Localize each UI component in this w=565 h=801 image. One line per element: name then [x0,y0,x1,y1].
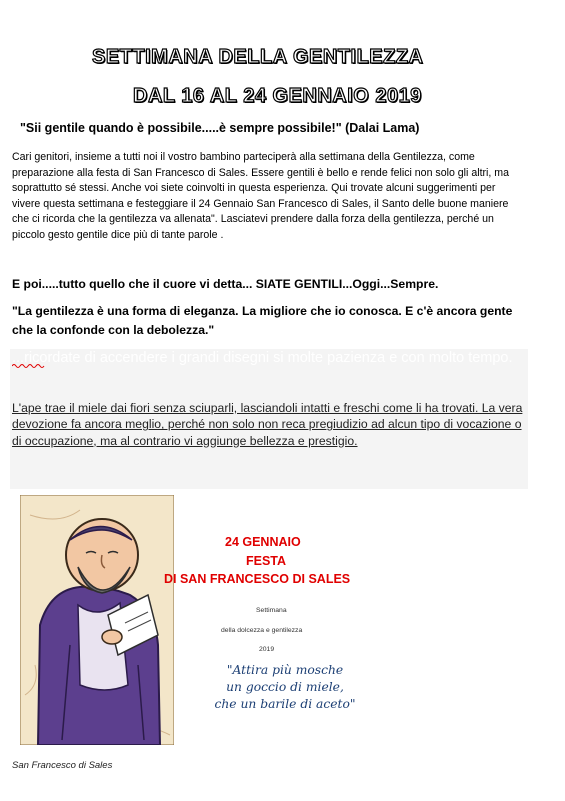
faded-text: ...ricordate di accendere i grandi disegni si molte pazienza e con molto tempo. [12,350,513,366]
bee-paragraph: L'ape trae il miele dai fiori senza sciuparli, lasciandoli intatti e freschi come li ha trovati. La vera devozione fa ancora meglio, perché non solo non reca pregiudizio ad alcun tipo di vocazione o di occupazione, ma al contrario vi aggiunge bellezza e prestigio. [12,401,523,448]
proverb-quote [190,662,380,713]
proverb-line-2: un goccio di miele, [226,680,344,694]
image-caption: San Francesco di Sales [12,760,113,771]
be-kind-callout: E poi.....tutto quello che il cuore vi detta... SIATE GENTILI...Oggi...Sempre. [12,277,439,291]
title-line-2: DAL 16 AL 24 GENNAIO 2019 [133,85,422,107]
week-year: 2019 [259,646,275,653]
dalai-lama-quote: "Sii gentile quando è possibile.....è sempre possibile!" (Dalai Lama) [20,121,420,135]
saint-drawing-image [20,495,174,745]
feast-date: 24 GENNAIO [225,535,301,549]
week-subtitle: della dolcezza e gentilezza [221,627,303,634]
week-label: Settimana [256,607,287,614]
feast-saint-name: DI SAN FRANCESCO DI SALES [164,572,351,586]
proverb-line-1: "Attira più mosche [226,663,344,677]
proverb-line-3: che un barile di aceto" [214,697,356,711]
feast-word: FESTA [246,554,287,568]
title-line-1: SETTIMANA DELLA GENTILEZZA [92,46,424,68]
intro-paragraph: Cari genitori, insieme a tutti noi il vostro bambino parteciperà alla settimana della Gentilezza, come preparazione alla festa di San Francesco di Sales. Essere gentili è bello e rende felici non solo gli altri, ma soprattutto sé stessi. Anche voi siete coinvolti in questa esperienza. Qui trovate alcuni suggerimenti per vivere questa settimana e festeggiare il 24 Gennaio San Francesco di Sales, il Santo delle buone maniere che ci ricorda che la gentilezza va allenata". Lasciatevi prendere dalla forza della gentilezza, perché un piccolo gesto gentile dice più di tante parole . [12,151,510,241]
kindness-quote: "La gentilezza è una forma di eleganza. La migliore che io conosca. E c'è ancora gente che la confonde con la debolezza." [12,304,513,337]
spellcheck-squiggle-icon [12,363,46,369]
